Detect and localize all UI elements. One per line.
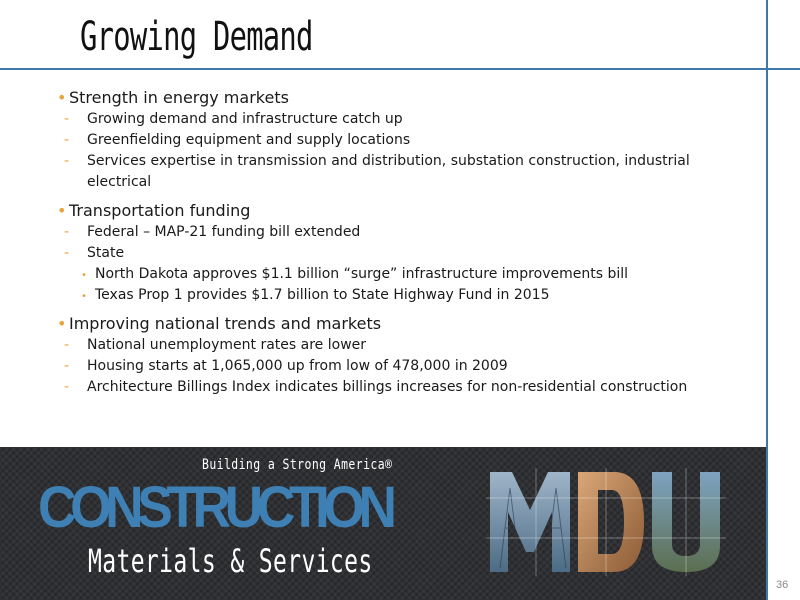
dash-bullet-icon: - — [64, 358, 70, 374]
dash-bullet-icon: - — [64, 245, 70, 261]
orange-bullet-icon: • — [57, 314, 67, 333]
bullet-item: State — [87, 245, 125, 261]
dash-bullet-icon: - — [64, 337, 70, 353]
bullet-item: Greenfielding equipment and supply locations — [87, 132, 411, 148]
dash-bullet-icon: - — [64, 132, 70, 148]
materials-services-text: Materials & Services — [88, 542, 373, 580]
sub-bullet-item: North Dakota approves $1.1 billion “surge” infrastructure improvements bill — [95, 266, 629, 282]
bullet-item: Federal – MAP-21 funding bill extended — [87, 224, 361, 240]
construction-logo-text: CONSTRUCTION — [38, 475, 391, 540]
footer-right-strip — [768, 447, 800, 600]
bullet-item: Housing starts at 1,065,000 up from low of 478,000 in 2009 — [87, 358, 508, 374]
bullet-item: National unemployment rates are lower — [87, 337, 367, 353]
dash-bullet-icon: - — [64, 111, 70, 127]
header-divider-line — [0, 68, 800, 70]
section-heading: Strength in energy markets — [69, 88, 289, 107]
bullet-item: Architecture Billings Index indicates billings increases for non-residential construction — [87, 379, 688, 395]
slide-title: Growing Demand — [80, 14, 313, 60]
orange-subbullet-icon: • — [81, 291, 87, 302]
section-transportation-funding — [57, 200, 757, 306]
mdu-logo-icon — [486, 468, 726, 576]
dash-bullet-icon: - — [64, 224, 70, 240]
dash-bullet-icon: - — [64, 153, 70, 169]
section-heading: Transportation funding — [69, 201, 251, 220]
dash-bullet-icon: - — [64, 379, 70, 395]
section-heading: Improving national trends and markets — [69, 314, 382, 333]
orange-bullet-icon: • — [57, 201, 67, 220]
section-national-trends — [57, 313, 757, 398]
bullet-item: Growing demand and infrastructure catch up — [87, 111, 403, 127]
page-number: 36 — [776, 579, 789, 591]
bullet-item: Services expertise in transmission and distribution, substation construction, industrial electrical — [87, 153, 690, 190]
sub-bullet-item: Texas Prop 1 provides $1.7 billion to State Highway Fund in 2015 — [95, 287, 550, 303]
orange-subbullet-icon: • — [81, 270, 87, 281]
footer-tagline: Building a Strong America® — [202, 457, 393, 473]
bullet-content — [57, 87, 757, 405]
section-energy-markets — [57, 87, 757, 193]
orange-bullet-icon: • — [57, 88, 67, 107]
